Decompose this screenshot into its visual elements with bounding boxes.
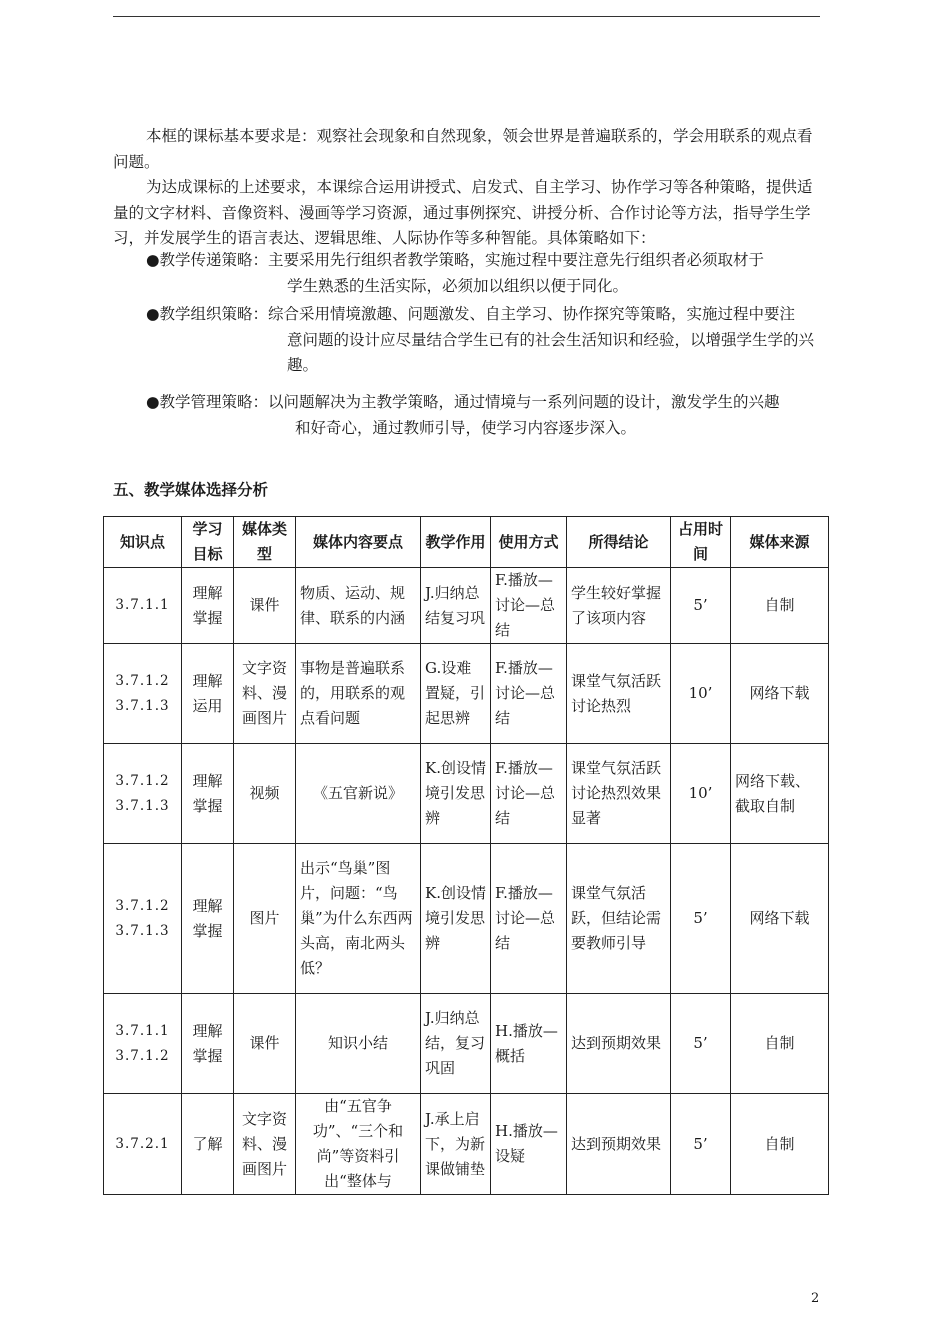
- header-cell: 教学作用: [421, 517, 491, 568]
- strategy-lead: ●教学传递策略：: [146, 251, 269, 269]
- cell-knowledge-point: 3.7.1.2 3.7.1.3: [104, 644, 182, 744]
- cell-source: 网络下载、截取自制: [731, 744, 829, 844]
- strategy-text-rest: 意问题的设计应尽量结合学生已有的社会生活知识和经验，以增强学生学的兴趣。: [287, 330, 815, 374]
- cell-time: 5’: [671, 844, 731, 994]
- strategy-lead: ●教学组织策略：: [146, 305, 269, 323]
- cell-usage: H.播放—设疑: [491, 1094, 567, 1195]
- strategy-lead: ●教学管理策略：: [146, 393, 269, 411]
- cell-usage: F.播放—讨论—总结: [491, 844, 567, 994]
- header-cell: 媒体内容要点: [296, 517, 421, 568]
- table-row: [104, 644, 829, 744]
- cell-time: 5’: [671, 1094, 731, 1195]
- intro-paragraph-1: 本框的课标基本要求是：观察社会现象和自然现象，领会世界是普遍联系的，学会用联系的观点看问题。: [113, 127, 813, 171]
- cell-conclusion: 课堂气氛活跃讨论热烈: [567, 644, 671, 744]
- cell-usage: F.播放—讨论—总结: [491, 744, 567, 844]
- cell-conclusion: 达到预期效果: [567, 1094, 671, 1195]
- cell-role: J.归纳总结复习巩: [421, 568, 491, 644]
- table-header-row: [104, 517, 829, 568]
- media-analysis-table: [103, 516, 829, 1195]
- header-cell: 知识点: [104, 517, 182, 568]
- cell-source: 自制: [731, 994, 829, 1094]
- cell-knowledge-point: 3.7.1.1 3.7.1.2: [104, 994, 182, 1094]
- cell-media-type: 文字资料、漫画图片: [234, 644, 296, 744]
- cell-content: 由“五官争功”、“三个和尚”等资料引出“整体与: [296, 1094, 421, 1195]
- table-row: [104, 568, 829, 644]
- table-row: [104, 844, 829, 994]
- cell-knowledge-point: 3.7.1.2 3.7.1.3: [104, 744, 182, 844]
- cell-knowledge-point: 3.7.1.2 3.7.1.3: [104, 844, 182, 994]
- cell-content: 事物是普遍联系的，用联系的观点看问题: [296, 644, 421, 744]
- strategy-text-rest: 和好奇心，通过教师引导，使学习内容逐步深入。: [295, 418, 637, 437]
- cell-goal: 理解运用: [182, 644, 234, 744]
- cell-conclusion: 课堂气氛活跃讨论热烈效果显著: [567, 744, 671, 844]
- cell-knowledge-point: 3.7.2.1: [104, 1094, 182, 1195]
- cell-content: 出示“鸟巢”图片，问题：“鸟巢”为什么东西两头高，南北两头低？: [296, 844, 421, 994]
- cell-knowledge-point: 3.7.1.1: [104, 568, 182, 644]
- table-row: [104, 744, 829, 844]
- cell-role: K.创设情境引发思辨: [421, 744, 491, 844]
- cell-conclusion: 学生较好掌握了该项内容: [567, 568, 671, 644]
- cell-role: K.创设情境引发思辨: [421, 844, 491, 994]
- table-row: [104, 994, 829, 1094]
- cell-time: 10’: [671, 644, 731, 744]
- page-number: 2: [811, 1291, 820, 1306]
- cell-source: 网络下载: [731, 844, 829, 994]
- section-title: 五、教学媒体选择分析: [113, 481, 269, 499]
- header-cell: 使用方式: [491, 517, 567, 568]
- cell-goal: 理解掌握: [182, 844, 234, 994]
- header-cell: 学习目标: [182, 517, 234, 568]
- strategy-text-line1: 以问题解决为主教学策略，通过情境与一系列问题的设计，激发学生的兴趣: [268, 393, 780, 411]
- intro-paragraph-2: 为达成课标的上述要求，本课综合运用讲授式、启发式、自主学习、协作学习等各种策略，提供适量的文字材料、音像资料、漫画等学习资源，通过事例探究、讲授分析、合作讨论等方法，指导学生学习，并发展学生的语言表达、逻辑思维、人际协作等多种智能。具体策略如下：: [113, 178, 813, 247]
- cell-goal: 理解掌握: [182, 568, 234, 644]
- strategy-transmission: [146, 248, 821, 299]
- cell-goal: 理解掌握: [182, 994, 234, 1094]
- strategy-text-line1: 综合采用情境激趣、问题激发、自主学习、协作探究等策略，实施过程中要注: [268, 305, 796, 323]
- cell-media-type: 课件: [234, 994, 296, 1094]
- cell-goal: 理解掌握: [182, 744, 234, 844]
- cell-media-type: 课件: [234, 568, 296, 644]
- cell-usage: H.播放—概括: [491, 994, 567, 1094]
- cell-content: 《五官新说》: [296, 744, 421, 844]
- cell-usage: F.播放—讨论—总结: [491, 568, 567, 644]
- cell-media-type: 文字资料、漫画图片: [234, 1094, 296, 1195]
- cell-role: J.归纳总结，复习巩固: [421, 994, 491, 1094]
- strategy-text-rest: 学生熟悉的生活实际，必须加以组织以便于同化。: [287, 276, 629, 295]
- cell-content: 物质、运动、规律、联系的内涵: [296, 568, 421, 644]
- strategy-organization: [146, 302, 821, 379]
- header-rule: [113, 16, 820, 17]
- cell-source: 自制: [731, 1094, 829, 1195]
- cell-conclusion: 课堂气氛活跃，但结论需要教师引导: [567, 844, 671, 994]
- cell-usage: F.播放—讨论—总结: [491, 644, 567, 744]
- cell-goal: 了解: [182, 1094, 234, 1195]
- cell-content: 知识小结: [296, 994, 421, 1094]
- cell-media-type: 图片: [234, 844, 296, 994]
- cell-role: J.承上启下，为新课做铺垫: [421, 1094, 491, 1195]
- strategy-text-line1: 主要采用先行组织者教学策略，实施过程中要注意先行组织者必须取材于: [268, 251, 765, 269]
- cell-role: G.设难置疑，引起思辨: [421, 644, 491, 744]
- strategy-management: [146, 390, 821, 441]
- header-cell: 媒体类型: [234, 517, 296, 568]
- cell-time: 10’: [671, 744, 731, 844]
- cell-conclusion: 达到预期效果: [567, 994, 671, 1094]
- cell-source: 网络下载: [731, 644, 829, 744]
- header-cell: 所得结论: [567, 517, 671, 568]
- cell-time: 5’: [671, 994, 731, 1094]
- cell-time: 5’: [671, 568, 731, 644]
- table-row: [104, 1094, 829, 1195]
- cell-source: 自制: [731, 568, 829, 644]
- header-cell: 占用时间: [671, 517, 731, 568]
- cell-media-type: 视频: [234, 744, 296, 844]
- header-cell: 媒体来源: [731, 517, 829, 568]
